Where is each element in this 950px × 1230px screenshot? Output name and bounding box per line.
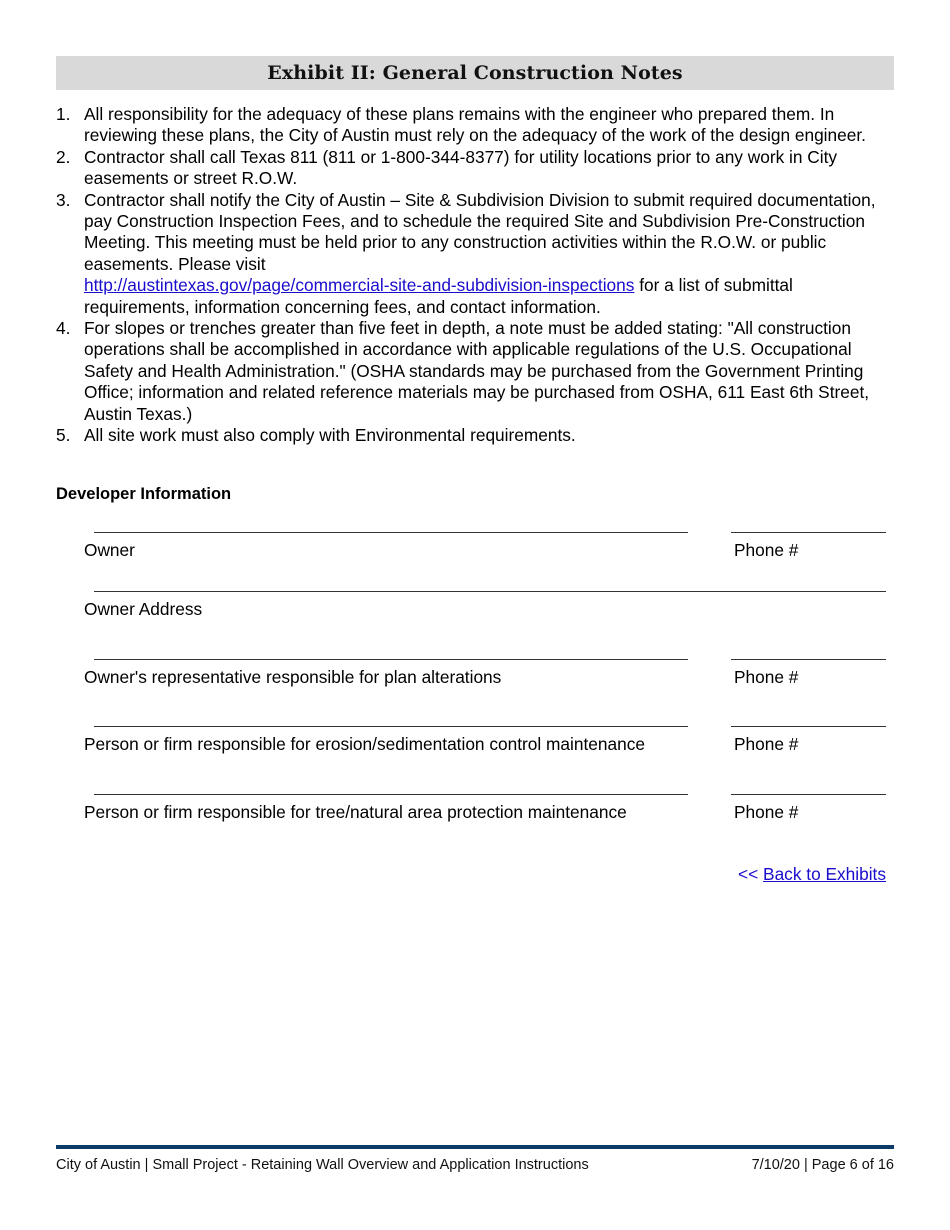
construction-notes-list bbox=[56, 104, 896, 447]
note-text-after-link: for a list of submittal requirements, information concerning fees, and contact information. bbox=[84, 275, 793, 317]
page-title: Exhibit II: General Construction Notes bbox=[267, 62, 683, 84]
back-to-exhibits-link[interactable]: Back to Exhibits bbox=[763, 864, 886, 884]
tree-protection-label: Person or firm responsible for tree/natural area protection maintenance bbox=[84, 802, 627, 822]
erosion-control-phone-label: Phone # bbox=[734, 734, 799, 754]
note-text: All site work must also comply with Environmental requirements. bbox=[84, 425, 576, 446]
erosion-control-phone-line[interactable] bbox=[731, 726, 886, 727]
note-item bbox=[56, 190, 896, 318]
footer-date-page: 7/10/20 | Page 6 of 16 bbox=[751, 1157, 894, 1173]
back-arrows: << bbox=[738, 864, 759, 884]
note-item bbox=[56, 104, 896, 147]
tree-protection-phone-line[interactable] bbox=[731, 794, 886, 795]
owner-address-line[interactable] bbox=[94, 591, 886, 592]
note-number: 1. bbox=[56, 104, 71, 124]
note-number: 2. bbox=[56, 146, 71, 167]
note-text: All responsibility for the adequacy of these plans remains with the engineer who prepared them. In reviewing these plans, the City of Austin must rely on the adequacy of the work of the design engineer. bbox=[84, 104, 866, 146]
note-text: Contractor shall call Texas 811 (811 or 1-800-344-8377) for utility locations prior to any work in City easements or street R.O.W. bbox=[84, 146, 838, 189]
note-number: 4. bbox=[56, 318, 71, 339]
inspections-link[interactable]: http://austintexas.gov/page/commercial-site-and-subdivision-inspections bbox=[84, 275, 635, 296]
owner-signature-line[interactable] bbox=[94, 532, 688, 533]
footer-document-title: City of Austin | Small Project - Retaining Wall Overview and Application Instructions bbox=[56, 1157, 589, 1173]
note-text: For slopes or trenches greater than five feet in depth, a note must be added stating: "All construction operations shall be accomplished in accordance with applicable regulations of the U.S. Occupational Safety and Health Administration." (OSHA standards may be purchased from the Government Printing Office; information and related reference materials may be purchased from OSHA, 611 East 6th Street, Austin Texas.) bbox=[84, 318, 870, 424]
note-item bbox=[56, 147, 896, 190]
owner-phone-label: Phone # bbox=[734, 540, 799, 560]
tree-protection-phone-label: Phone # bbox=[734, 802, 799, 822]
tree-protection-line[interactable] bbox=[94, 794, 688, 795]
erosion-control-line[interactable] bbox=[94, 726, 688, 727]
representative-line[interactable] bbox=[94, 659, 688, 660]
representative-phone-label: Phone # bbox=[734, 667, 799, 687]
note-number: 3. bbox=[56, 189, 71, 210]
exhibit-title-bar bbox=[56, 56, 894, 90]
owner-label: Owner bbox=[84, 540, 135, 560]
note-number: 5. bbox=[56, 425, 71, 446]
note-item bbox=[56, 425, 896, 446]
owner-address-label: Owner Address bbox=[84, 599, 203, 619]
erosion-control-label: Person or firm responsible for erosion/sedimentation control maintenance bbox=[84, 734, 645, 754]
footer-divider bbox=[56, 1145, 894, 1149]
back-to-exhibits bbox=[738, 864, 886, 885]
note-text-before-link: Contractor shall notify the City of Austin – Site & Subdivision Division to submit required documentation, pay Construction Inspection Fees, and to schedule the required Site and Subdivision Pre-Construction Meeting. This meeting must be held prior to any construction activities within the R.O.W. or public easements. Please visit bbox=[84, 189, 876, 274]
representative-label: Owner's representative responsible for plan alterations bbox=[84, 667, 502, 687]
owner-phone-line[interactable] bbox=[731, 532, 886, 533]
developer-info-heading: Developer Information bbox=[56, 485, 232, 503]
note-item bbox=[56, 318, 896, 425]
representative-phone-line[interactable] bbox=[731, 659, 886, 660]
